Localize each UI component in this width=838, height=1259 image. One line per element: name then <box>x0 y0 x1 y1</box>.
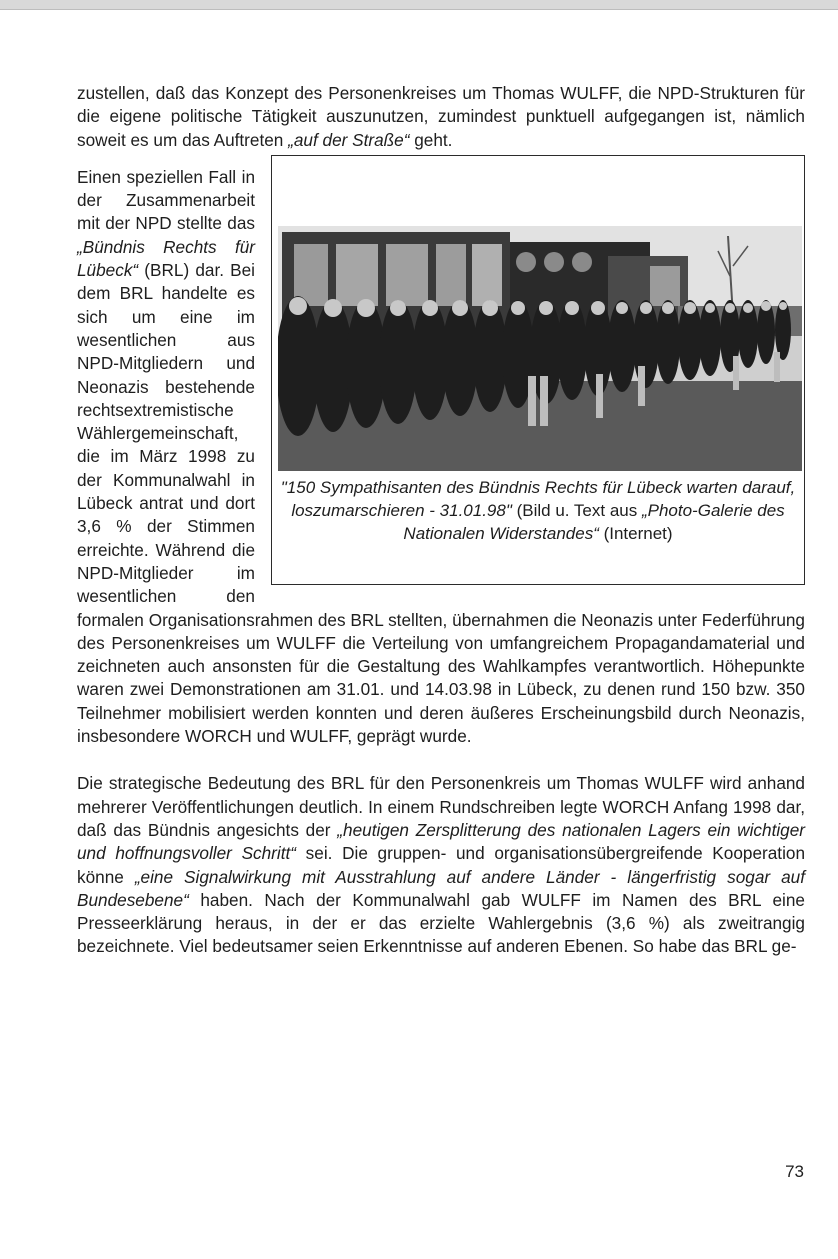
figure-section <box>77 166 805 748</box>
paragraph-3-quote-1: „heutigen Zersplitterung des nationalen Lagers ein wichtiger und hoffnungsvoller Schritt“ <box>77 819 805 864</box>
paragraph-1-quote: „auf der Straße“ <box>288 129 410 150</box>
paragraph-2-body: (BRL) dar. Bei dem BRL handelte es sich um eine im wesentlichen aus NPD-Mitgliedern und Neonazis bestehende rechtsextremistische Wählergemeinschaft, die im März 1998 zu der Kommunalwahl in Lübeck antrat und dort 3,6 % der Stimmen erreichte. Während die NPD-Mitglieder im wesentlichen den formalen Organisationsrahmen des BRL stellten, übernahmen die Neonazis unter Federführung des Personenkreises um WULFF die Verteilung von umfangreichem Propagandamaterial und zeichneten auch ansonsten für die Gestaltung des Wahlkampfes verantwortlich. Höhepunkte waren zwei Demonstrationen am 31.01. und 14.03.98 in Lübeck, zu denen rund 150 bzw. 350 Teilnehmer mobilisiert werden konnten und deren äußeres Erscheinungsbild durch Neonazis, insbesondere WORCH und WULFF, geprägt wurde. <box>77 260 805 747</box>
paragraph-2-text: Einen speziellen Fall in der Zusammenarbeit mit der NPD stellte das <box>77 166 255 234</box>
paragraph-3-text: Die strategische Bedeutung des BRL für den Personenkreis um Thomas WULFF wird anhand mehrerer Veröffentlichungen deutlich. In einem Rundschreiben legte WORCH Anfang 1998 dar, daß das Bündnis angesichts der <box>77 773 805 840</box>
page-body <box>77 82 805 959</box>
scan-top-edge <box>0 0 838 9</box>
page-number: 73 <box>785 1162 804 1181</box>
caption-quote: "150 Sympathisanten des Bündnis Rechts für Lübeck warten darauf, loszumarschieren - 31.01.98" <box>280 477 796 520</box>
caption-text: (Bild u. Text aus <box>511 500 642 520</box>
demonstration-photo <box>278 226 802 471</box>
paragraph-1-end: geht. <box>409 129 453 150</box>
paragraph-3-end: haben. Nach der Kommunalwahl gab WULFF im Namen des BRL eine Presseerklärung heraus, in der er das erzielte Wahlergebnis (3,6 %) als zweitrangig bezeichnete. Viel bedeutsamer seien Erkenntnisse auf anderen Ebenen. So habe das BRL ge- <box>77 889 805 957</box>
scan-top-edge-line <box>0 9 838 10</box>
paragraph-3-middle: sei. Die gruppen- und organisationsübergreifende Kooperation könne <box>77 843 805 887</box>
paragraph-1 <box>77 82 805 152</box>
paragraph-3 <box>77 772 805 958</box>
caption-internet: (Internet) <box>598 523 673 543</box>
photo-caption <box>276 476 800 545</box>
paragraph-1-text: zustellen, daß das Konzept des Personenkreises um Thomas WULFF, die NPD-Strukturen für die eigene politische Tätigkeit auszunutzen, zumindest punktuell aufgegangen ist, nämlich soweit es um das Auftreten <box>77 83 805 150</box>
paragraph-2-quote: „Bündnis Rechts für Lübeck“ <box>77 236 255 281</box>
photo-figure <box>271 155 805 585</box>
paragraph-3-quote-2: „eine Signalwirkung mit Ausstrahlung auf andere Länder - längerfristig sogar auf Bundesebene“ <box>77 866 805 910</box>
caption-source: „Photo-Galerie des Nationalen Widerstandes“ <box>403 500 785 543</box>
